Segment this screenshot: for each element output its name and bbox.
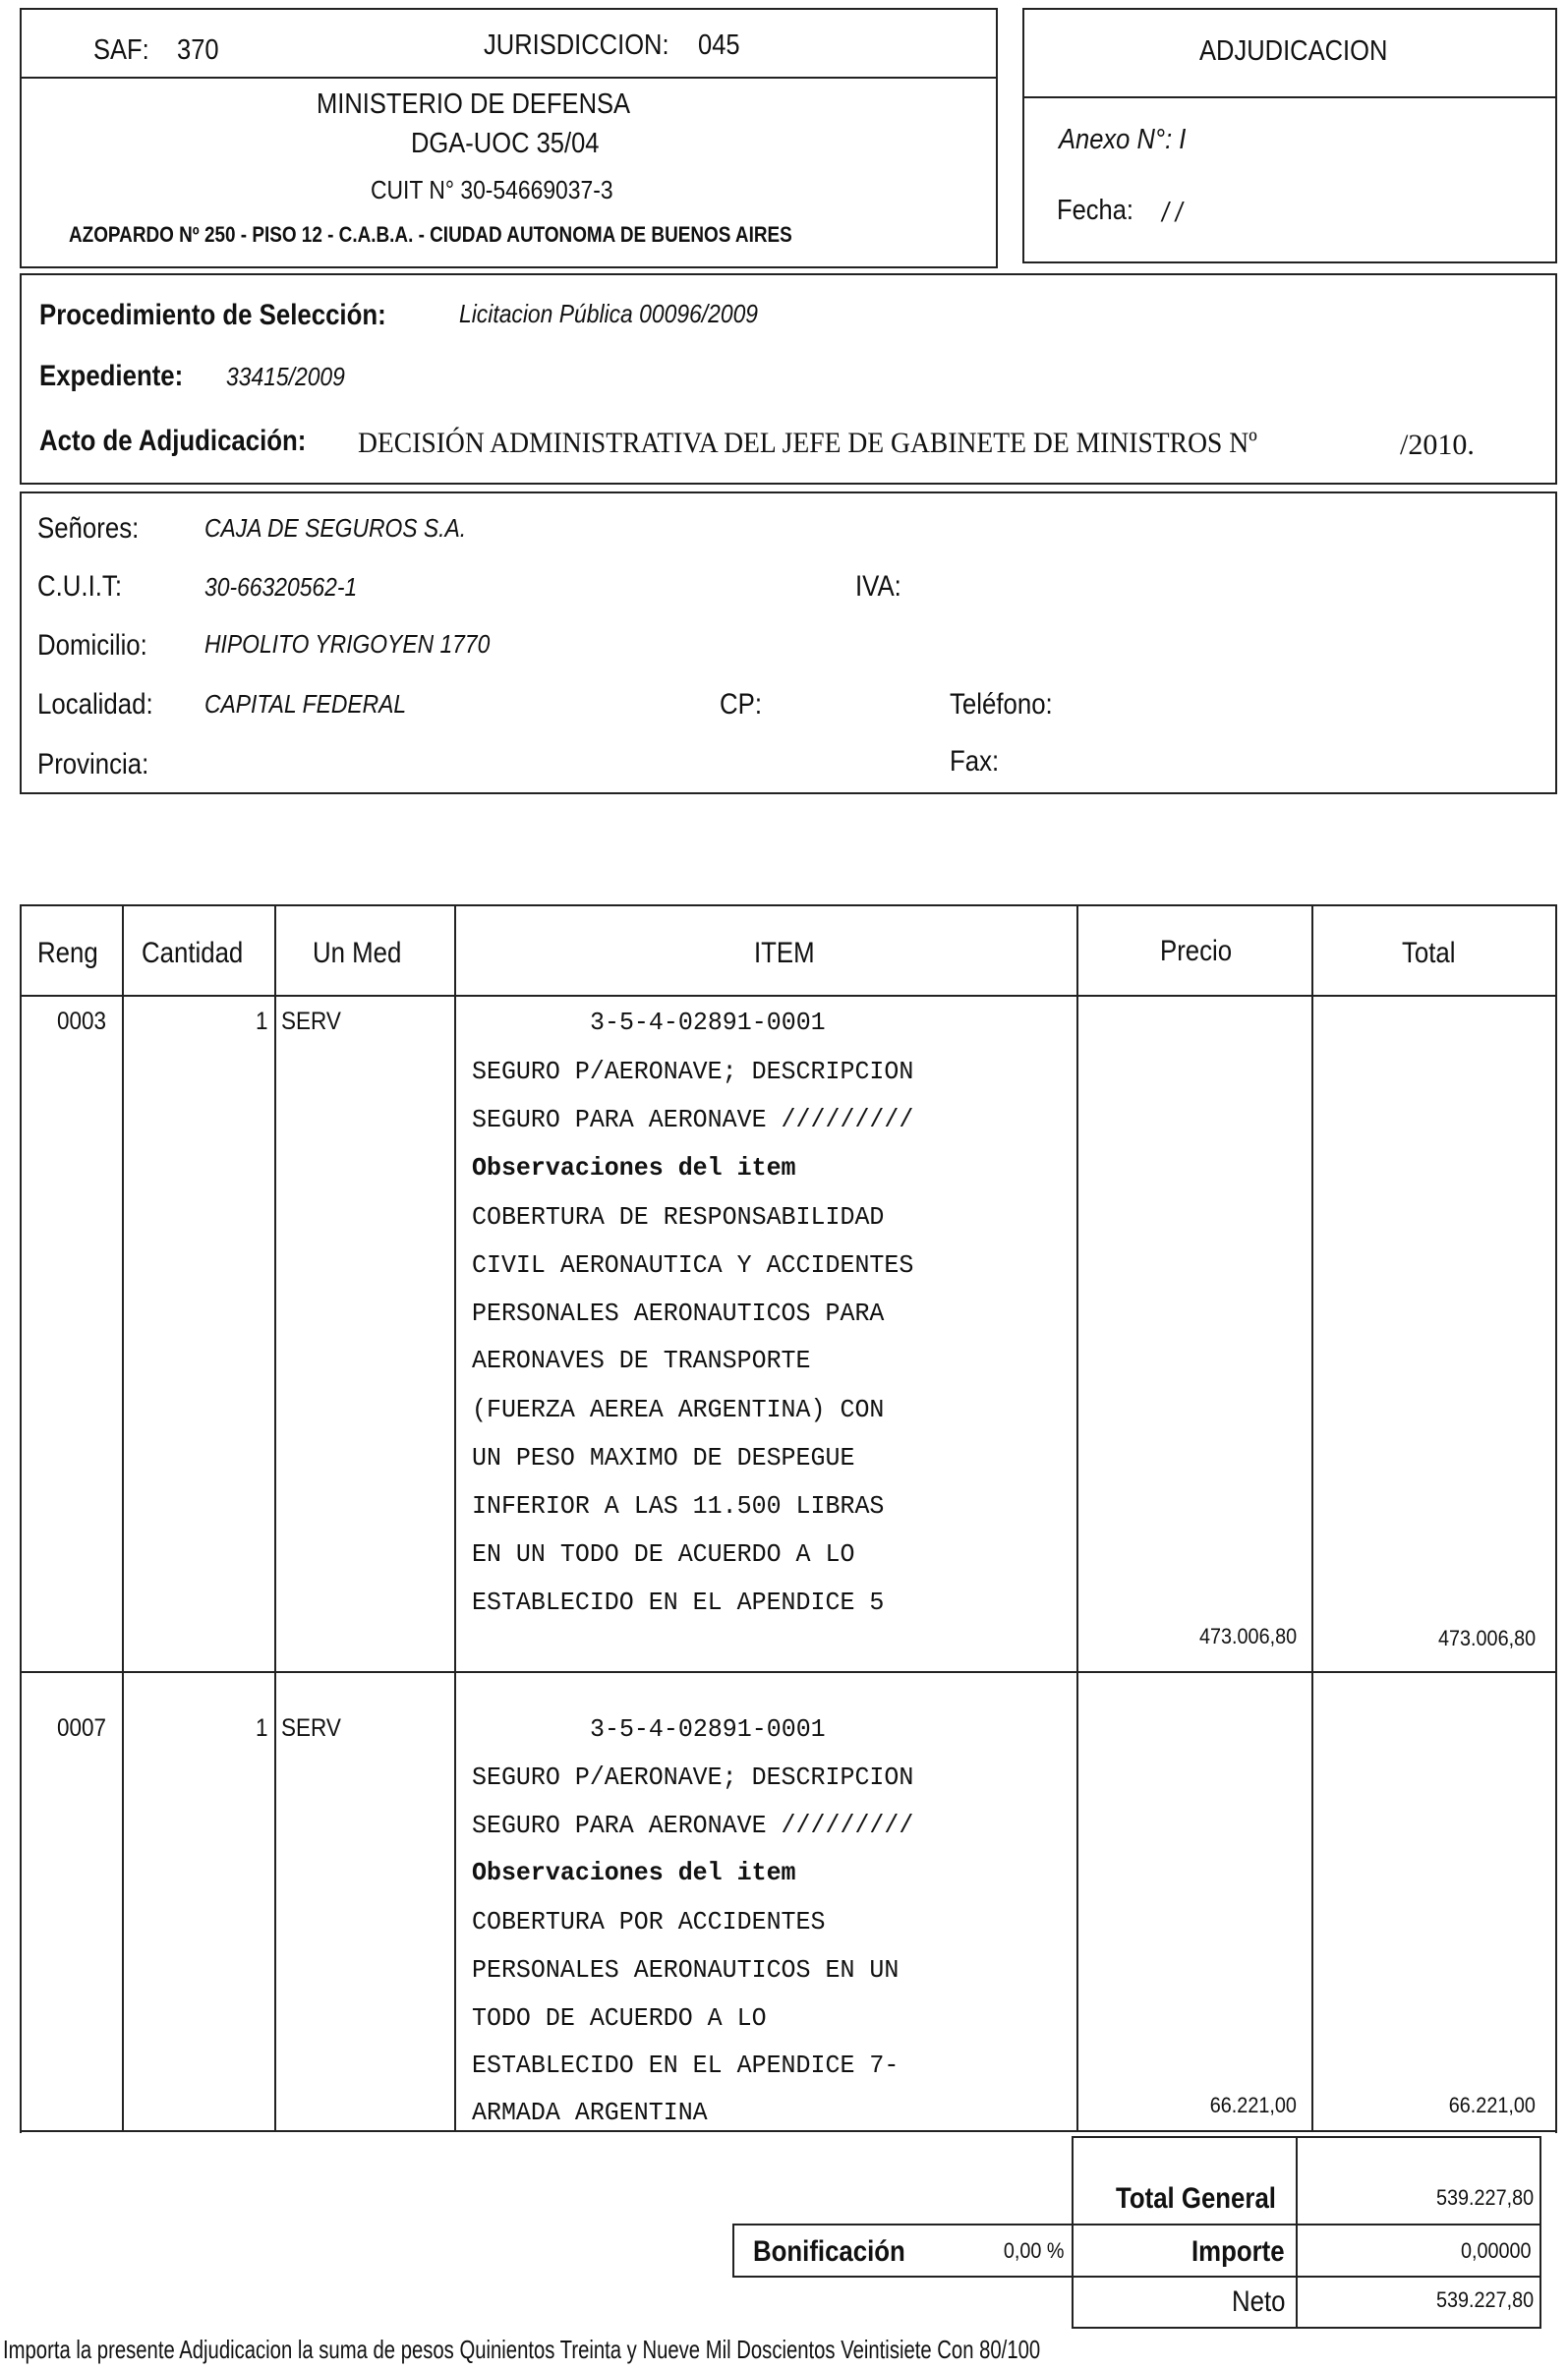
col-header-cantidad: Cantidad [142, 937, 244, 969]
cuit-value: 30-66320562-1 [204, 572, 358, 602]
row2-reng: 0007 [57, 1714, 107, 1742]
col-header-precio: Precio [1160, 935, 1233, 967]
jurisdiccion-label: JURISDICCION: [484, 29, 669, 61]
neto-label: Neto [1232, 2285, 1286, 2318]
unit-name: DGA-UOC 35/04 [411, 128, 600, 159]
total-general-label: Total General [1116, 2182, 1276, 2215]
anexo-number: Anexo N°: I [1059, 124, 1187, 155]
row1-code: 3-5-4-02891-0001 [590, 1008, 826, 1037]
row1-line: AERONAVES DE TRANSPORTE [472, 1346, 811, 1375]
cp-label: CP: [720, 688, 763, 721]
saf-value: 370 [177, 34, 219, 66]
localidad-value: CAPITAL FEDERAL [204, 689, 407, 719]
totals-line-1 [1072, 2224, 1541, 2225]
row2-line: SEGURO PARA AERONAVE ///////// [472, 1811, 914, 1840]
row1-line: COBERTURA DE RESPONSABILIDAD [472, 1202, 885, 1232]
row1-line: Observaciones del item [472, 1153, 796, 1183]
procedimiento-value: Licitacion Pública 00096/2009 [459, 299, 759, 328]
jurisdiccion-value: 045 [698, 29, 740, 61]
col-divider-5 [1311, 904, 1313, 2132]
row1-reng: 0003 [57, 1008, 107, 1035]
fecha-label: Fecha: [1057, 195, 1134, 226]
col-header-unmed: Un Med [313, 937, 402, 969]
row1-line: SEGURO PARA AERONAVE ///////// [472, 1105, 914, 1134]
senores-value: CAJA DE SEGUROS S.A. [204, 513, 467, 543]
bonificacion-label: Bonificación [753, 2235, 905, 2268]
row2-precio: 66.221,00 [1209, 2093, 1297, 2117]
domicilio-value: HIPOLITO YRIGOYEN 1770 [204, 629, 491, 659]
telefono-label: Teléfono: [950, 688, 1053, 721]
row1-line: UN PESO MAXIMO DE DESPEGUE [472, 1443, 855, 1473]
table-bottom-line [20, 2130, 1557, 2132]
procedimiento-label: Procedimiento de Selección: [39, 299, 386, 331]
iva-label: IVA: [855, 570, 901, 603]
adjudicacion-divider [1022, 96, 1557, 98]
adjudicacion-title: ADJUDICACION [1199, 35, 1388, 67]
bonificacion-value: 0,00 % [1003, 2238, 1064, 2263]
row1-total: 473.006,80 [1437, 1626, 1536, 1650]
row1-cantidad: 1 [256, 1008, 268, 1035]
saf-label: SAF: [93, 34, 149, 66]
col-divider-3 [454, 904, 456, 2132]
ministry-name: MINISTERIO DE DEFENSA [317, 88, 631, 120]
importe-label: Importe [1191, 2235, 1285, 2268]
row2-unmed: SERV [281, 1714, 341, 1742]
col-divider-1 [122, 904, 124, 2132]
fecha-value: / / [1162, 197, 1183, 227]
row2-cantidad: 1 [256, 1714, 268, 1742]
importe-value: 0,00000 [1461, 2238, 1532, 2263]
row2-line: COBERTURA POR ACCIDENTES [472, 1907, 826, 1936]
provincia-label: Provincia: [37, 748, 149, 780]
row2-line: PERSONALES AERONAUTICOS EN UN [472, 1955, 900, 1985]
total-general-value: 539.227,80 [1435, 2185, 1534, 2210]
row2-line: ARMADA ARGENTINA [472, 2098, 708, 2127]
domicilio-label: Domicilio: [37, 629, 147, 662]
row1-line: INFERIOR A LAS 11.500 LIBRAS [472, 1491, 885, 1521]
expediente-label: Expediente: [39, 360, 184, 392]
row1-line: EN UN TODO DE ACUERDO A LO [472, 1539, 855, 1569]
acto-value: DECISIÓN ADMINISTRATIVA DEL JEFE DE GABINETE DE MINISTROS Nº [358, 427, 1257, 459]
row2-line: Observaciones del item [472, 1858, 796, 1887]
importa-text: Importa la presente Adjudicacion la suma de pesos Quinientos Treinta y Nueve Mil Doscientos Veintisiete Con 80/100 [3, 2335, 1041, 2364]
row1-line: ESTABLECIDO EN EL APENDICE 5 [472, 1588, 885, 1617]
totals-line-2 [1072, 2276, 1541, 2278]
row2-line: TODO DE ACUERDO A LO [472, 2003, 767, 2033]
row1-unmed: SERV [281, 1008, 341, 1035]
row2-line: SEGURO P/AERONAVE; DESCRIPCION [472, 1763, 914, 1792]
row1-precio: 473.006,80 [1198, 1624, 1297, 1648]
table-row-divider [20, 1671, 1557, 1673]
fax-label: Fax: [950, 745, 1000, 778]
localidad-label: Localidad: [37, 688, 153, 721]
neto-value: 539.227,80 [1435, 2287, 1534, 2312]
cuit-label: C.U.I.T: [37, 570, 123, 603]
row1-line: SEGURO P/AERONAVE; DESCRIPCION [472, 1057, 914, 1086]
row2-total: 66.221,00 [1448, 2093, 1536, 2117]
row2-code: 3-5-4-02891-0001 [590, 1714, 826, 1744]
header-cuit: CUIT N° 30-54669037-3 [371, 175, 613, 204]
acto-label: Acto de Adjudicación: [39, 425, 307, 457]
header-address: AZOPARDO Nº 250 - PISO 12 - C.A.B.A. - CIUDAD AUTONOMA DE BUENOS AIRES [69, 222, 792, 247]
totals-col-divider [1296, 2136, 1298, 2329]
col-header-total: Total [1402, 937, 1456, 969]
row1-line: CIVIL AERONAUTICA Y ACCIDENTES [472, 1250, 914, 1280]
expediente-value: 33415/2009 [226, 362, 345, 391]
senores-label: Señores: [37, 512, 140, 545]
col-divider-4 [1076, 904, 1078, 2132]
acto-year: /2010. [1400, 429, 1475, 461]
header-divider [20, 77, 998, 79]
col-header-reng: Reng [37, 937, 98, 969]
col-divider-2 [274, 904, 276, 2132]
row1-line: (FUERZA AEREA ARGENTINA) CON [472, 1395, 885, 1424]
row1-line: PERSONALES AERONAUTICOS PARA [472, 1299, 885, 1328]
col-header-item: ITEM [754, 937, 815, 969]
row2-line: ESTABLECIDO EN EL APENDICE 7- [472, 2051, 900, 2080]
table-header-line [20, 995, 1557, 997]
